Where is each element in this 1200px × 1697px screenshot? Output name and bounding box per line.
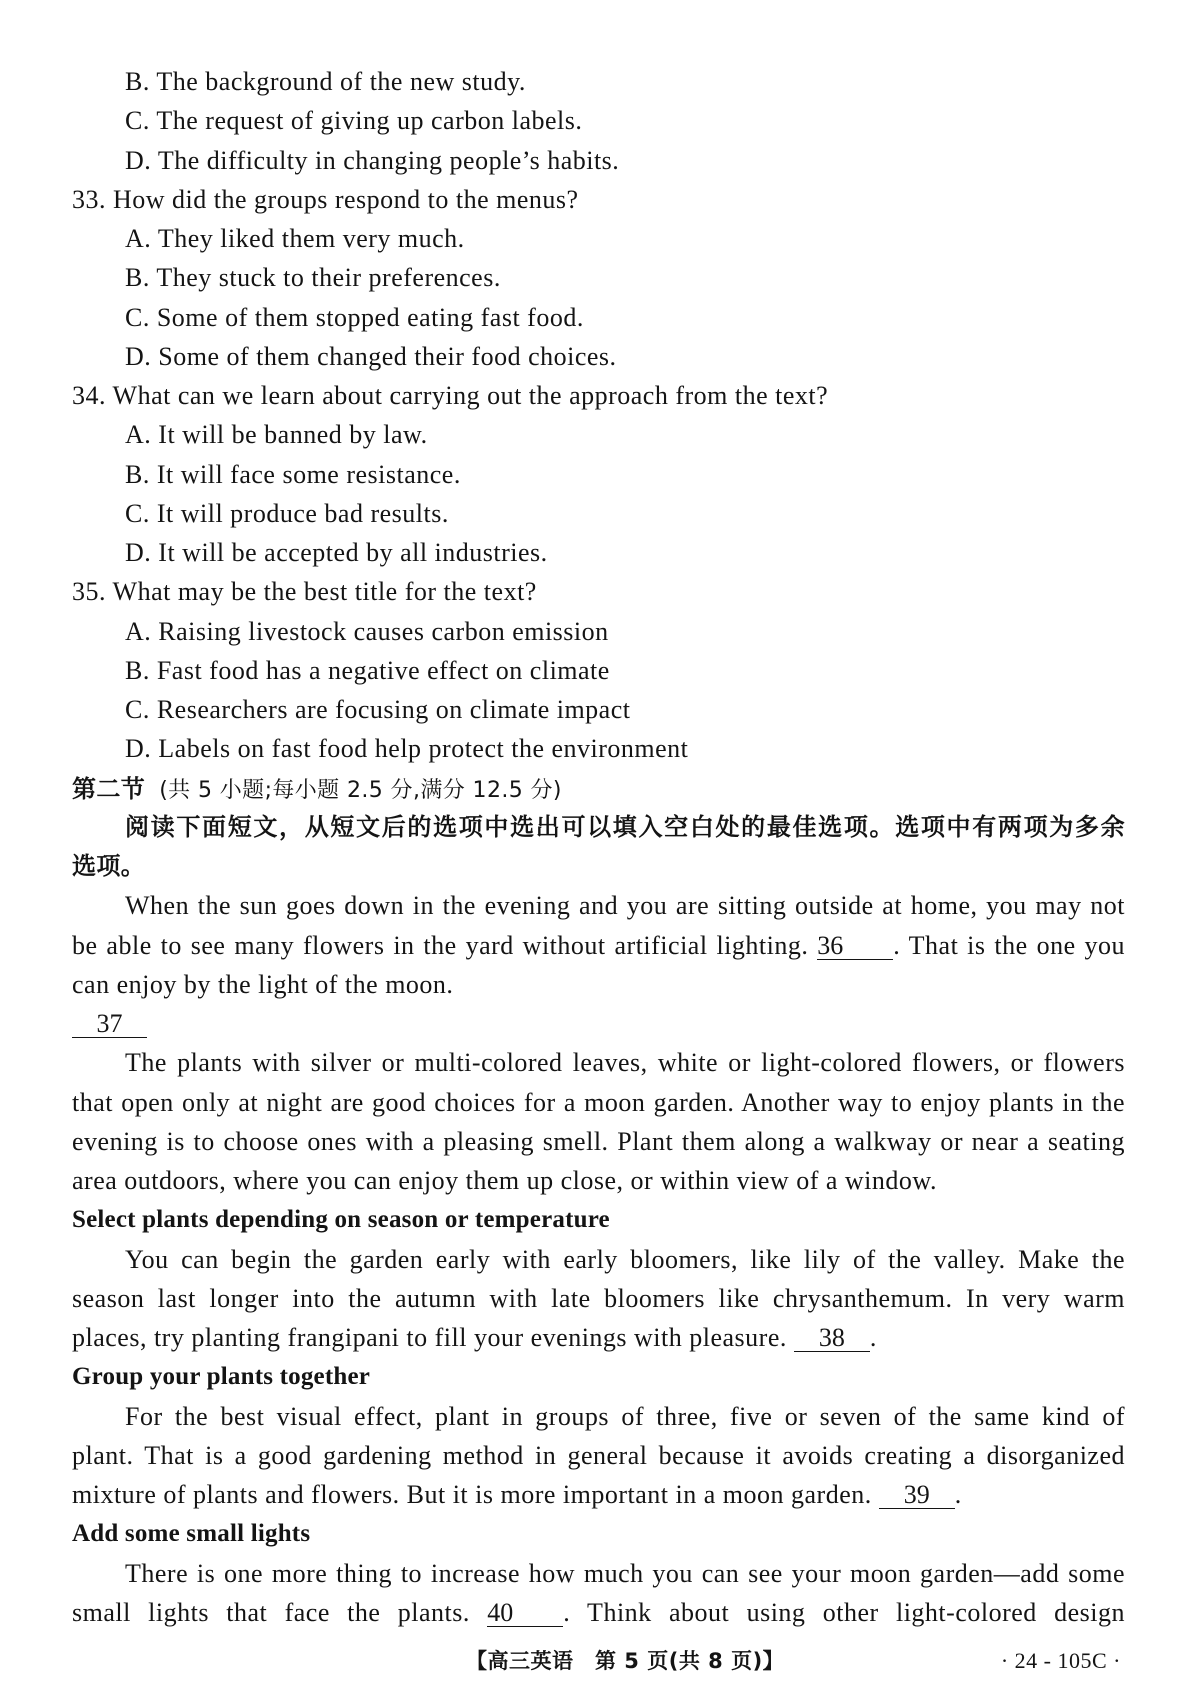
passage-line: There is one more thing to increase how much you can see your moon garden—add some — [125, 1558, 1125, 1588]
question-number: 35. — [72, 577, 106, 607]
passage-line: can enjoy by the light of the moon. — [72, 969, 454, 999]
passage-text: places, try planting frangipani to fill your evenings with pleasure. — [72, 1323, 787, 1352]
question-34 — [72, 376, 1125, 415]
question-number: 33. — [72, 184, 106, 214]
option-label: A. — [125, 616, 152, 646]
option-line — [72, 455, 1125, 494]
option-text: The request of giving up carbon labels. — [156, 106, 583, 136]
passage-text: mixture of plants and flowers. But it is more important in a moon garden. — [72, 1480, 872, 1509]
passage-line: When the sun goes down in the evening and you are sitting outside at home, you may not — [125, 891, 1125, 921]
section-title: 第二节 — [72, 774, 146, 803]
passage-line — [72, 1318, 1125, 1357]
option-line — [72, 690, 1125, 729]
question-35 — [72, 572, 1125, 611]
section-instructions-line: 阅读下面短文，从短文后的选项中选出可以填入空白处的最佳选项。选项中有两项为多余 — [125, 812, 1125, 841]
passage-line: For the best visual effect, plant in groups of three, five or seven of the same kind of — [125, 1401, 1125, 1431]
option-line — [72, 651, 1125, 690]
passage-text: . That is the one you — [893, 930, 1125, 960]
option-line — [72, 101, 1125, 140]
option-text: Fast food has a negative effect on climate — [156, 655, 610, 685]
option-label: C. — [125, 498, 150, 528]
option-label: C. — [125, 695, 150, 724]
passage-line: area outdoors, where you can enjoy them up close, or within view of a window. — [72, 1166, 937, 1195]
option-label: C. — [125, 106, 150, 136]
blank-37-line — [72, 1004, 1125, 1043]
option-text: Labels on fast food help protect the environment — [158, 734, 689, 764]
option-line — [72, 729, 1125, 768]
blank-39: 39 — [879, 1482, 955, 1509]
option-label: D. — [125, 341, 152, 371]
option-label: C. — [125, 302, 150, 332]
option-label: B. — [125, 263, 150, 293]
page-footer-code: · 24 - 105C · — [1000, 1648, 1121, 1673]
option-text: Some of them stopped eating fast food. — [156, 302, 584, 332]
passage-text: . Think about using other light-colored design — [563, 1597, 1125, 1627]
option-line — [72, 533, 1125, 572]
passage-line: The plants with silver or multi-colored leaves, white or light-colored flowers, or flowers — [125, 1048, 1125, 1078]
blank-37: 37 — [72, 1011, 147, 1038]
option-text: It will be accepted by all industries. — [158, 538, 548, 567]
option-label: B. — [125, 655, 150, 685]
passage-text: . — [869, 1323, 877, 1352]
option-line — [72, 337, 1125, 376]
option-label: B. — [125, 67, 150, 96]
option-label: B. — [125, 459, 150, 489]
subheading: Group your plants together — [72, 1363, 371, 1391]
section-scoring: (共 5 小题;每小题 2.5 分,满分 12.5 分) — [159, 777, 562, 803]
option-text: It will produce bad results. — [156, 498, 449, 528]
option-text: It will be banned by law. — [158, 420, 428, 450]
question-number: 34. — [72, 381, 106, 410]
option-text: Some of them changed their food choices. — [158, 341, 617, 371]
question-stem: What can we learn about carrying out the approach from the text? — [112, 381, 829, 410]
option-text: The background of the new study. — [156, 67, 526, 96]
page-content — [72, 62, 1125, 1632]
option-line — [72, 298, 1125, 337]
option-line — [72, 141, 1125, 180]
section-heading-line — [72, 769, 1125, 808]
passage-line: You can begin the garden early with early bloomers, like lily of the valley. Make the — [125, 1244, 1125, 1274]
option-line — [72, 494, 1125, 533]
passage-text: be able to see many flowers in the yard without artificial lighting. — [72, 930, 809, 960]
passage-line — [72, 1593, 1125, 1632]
section-instructions-line: 选项。 — [72, 852, 146, 880]
option-line — [72, 219, 1125, 258]
option-label: A. — [125, 420, 152, 450]
passage-text: . — [954, 1480, 962, 1509]
option-text: They liked them very much. — [157, 224, 465, 253]
option-text: Raising livestock causes carbon emission — [158, 616, 609, 646]
option-line — [72, 415, 1125, 454]
passage-line — [72, 926, 1125, 965]
passage-line: evening is to choose ones with a pleasing smell. Plant them along a walkway or near a seating — [72, 1126, 1125, 1156]
blank-36: 36 — [817, 933, 893, 960]
passage-line: plant. That is a good gardening method in general because it avoids creating a disorganized — [72, 1440, 1125, 1470]
blank-40: 40 — [487, 1600, 563, 1627]
question-33 — [72, 180, 1125, 219]
passage-line: season last longer into the autumn with late bloomers like chrysanthemum. In very warm — [72, 1283, 1125, 1313]
subheading: Add some small lights — [72, 1520, 311, 1548]
option-label: D. — [125, 538, 152, 567]
question-stem: How did the groups respond to the menus? — [113, 184, 579, 214]
option-label: D. — [125, 145, 152, 175]
option-label: A. — [125, 224, 152, 253]
option-text: The difficulty in changing people’s habits. — [157, 145, 620, 175]
subheading: Select plants depending on season or temperature — [72, 1206, 610, 1234]
question-stem: What may be the best title for the text? — [112, 577, 537, 607]
option-line — [72, 612, 1125, 651]
blank-38: 38 — [794, 1325, 870, 1352]
passage-text: small lights that face the plants. — [72, 1597, 470, 1627]
option-line — [72, 258, 1125, 297]
option-text: They stuck to their preferences. — [156, 263, 501, 293]
option-text: Researchers are focusing on climate impact — [156, 695, 631, 724]
option-line — [72, 62, 1125, 101]
page-footer-label: 【高三英语 第 5 页(共 8 页)】 — [466, 1649, 785, 1673]
option-text: It will face some resistance. — [156, 459, 461, 489]
passage-line — [72, 1475, 1125, 1514]
passage-line: that open only at night are good choices for a moon garden. Another way to enjoy plants in the — [72, 1087, 1125, 1117]
option-label: D. — [125, 734, 152, 764]
